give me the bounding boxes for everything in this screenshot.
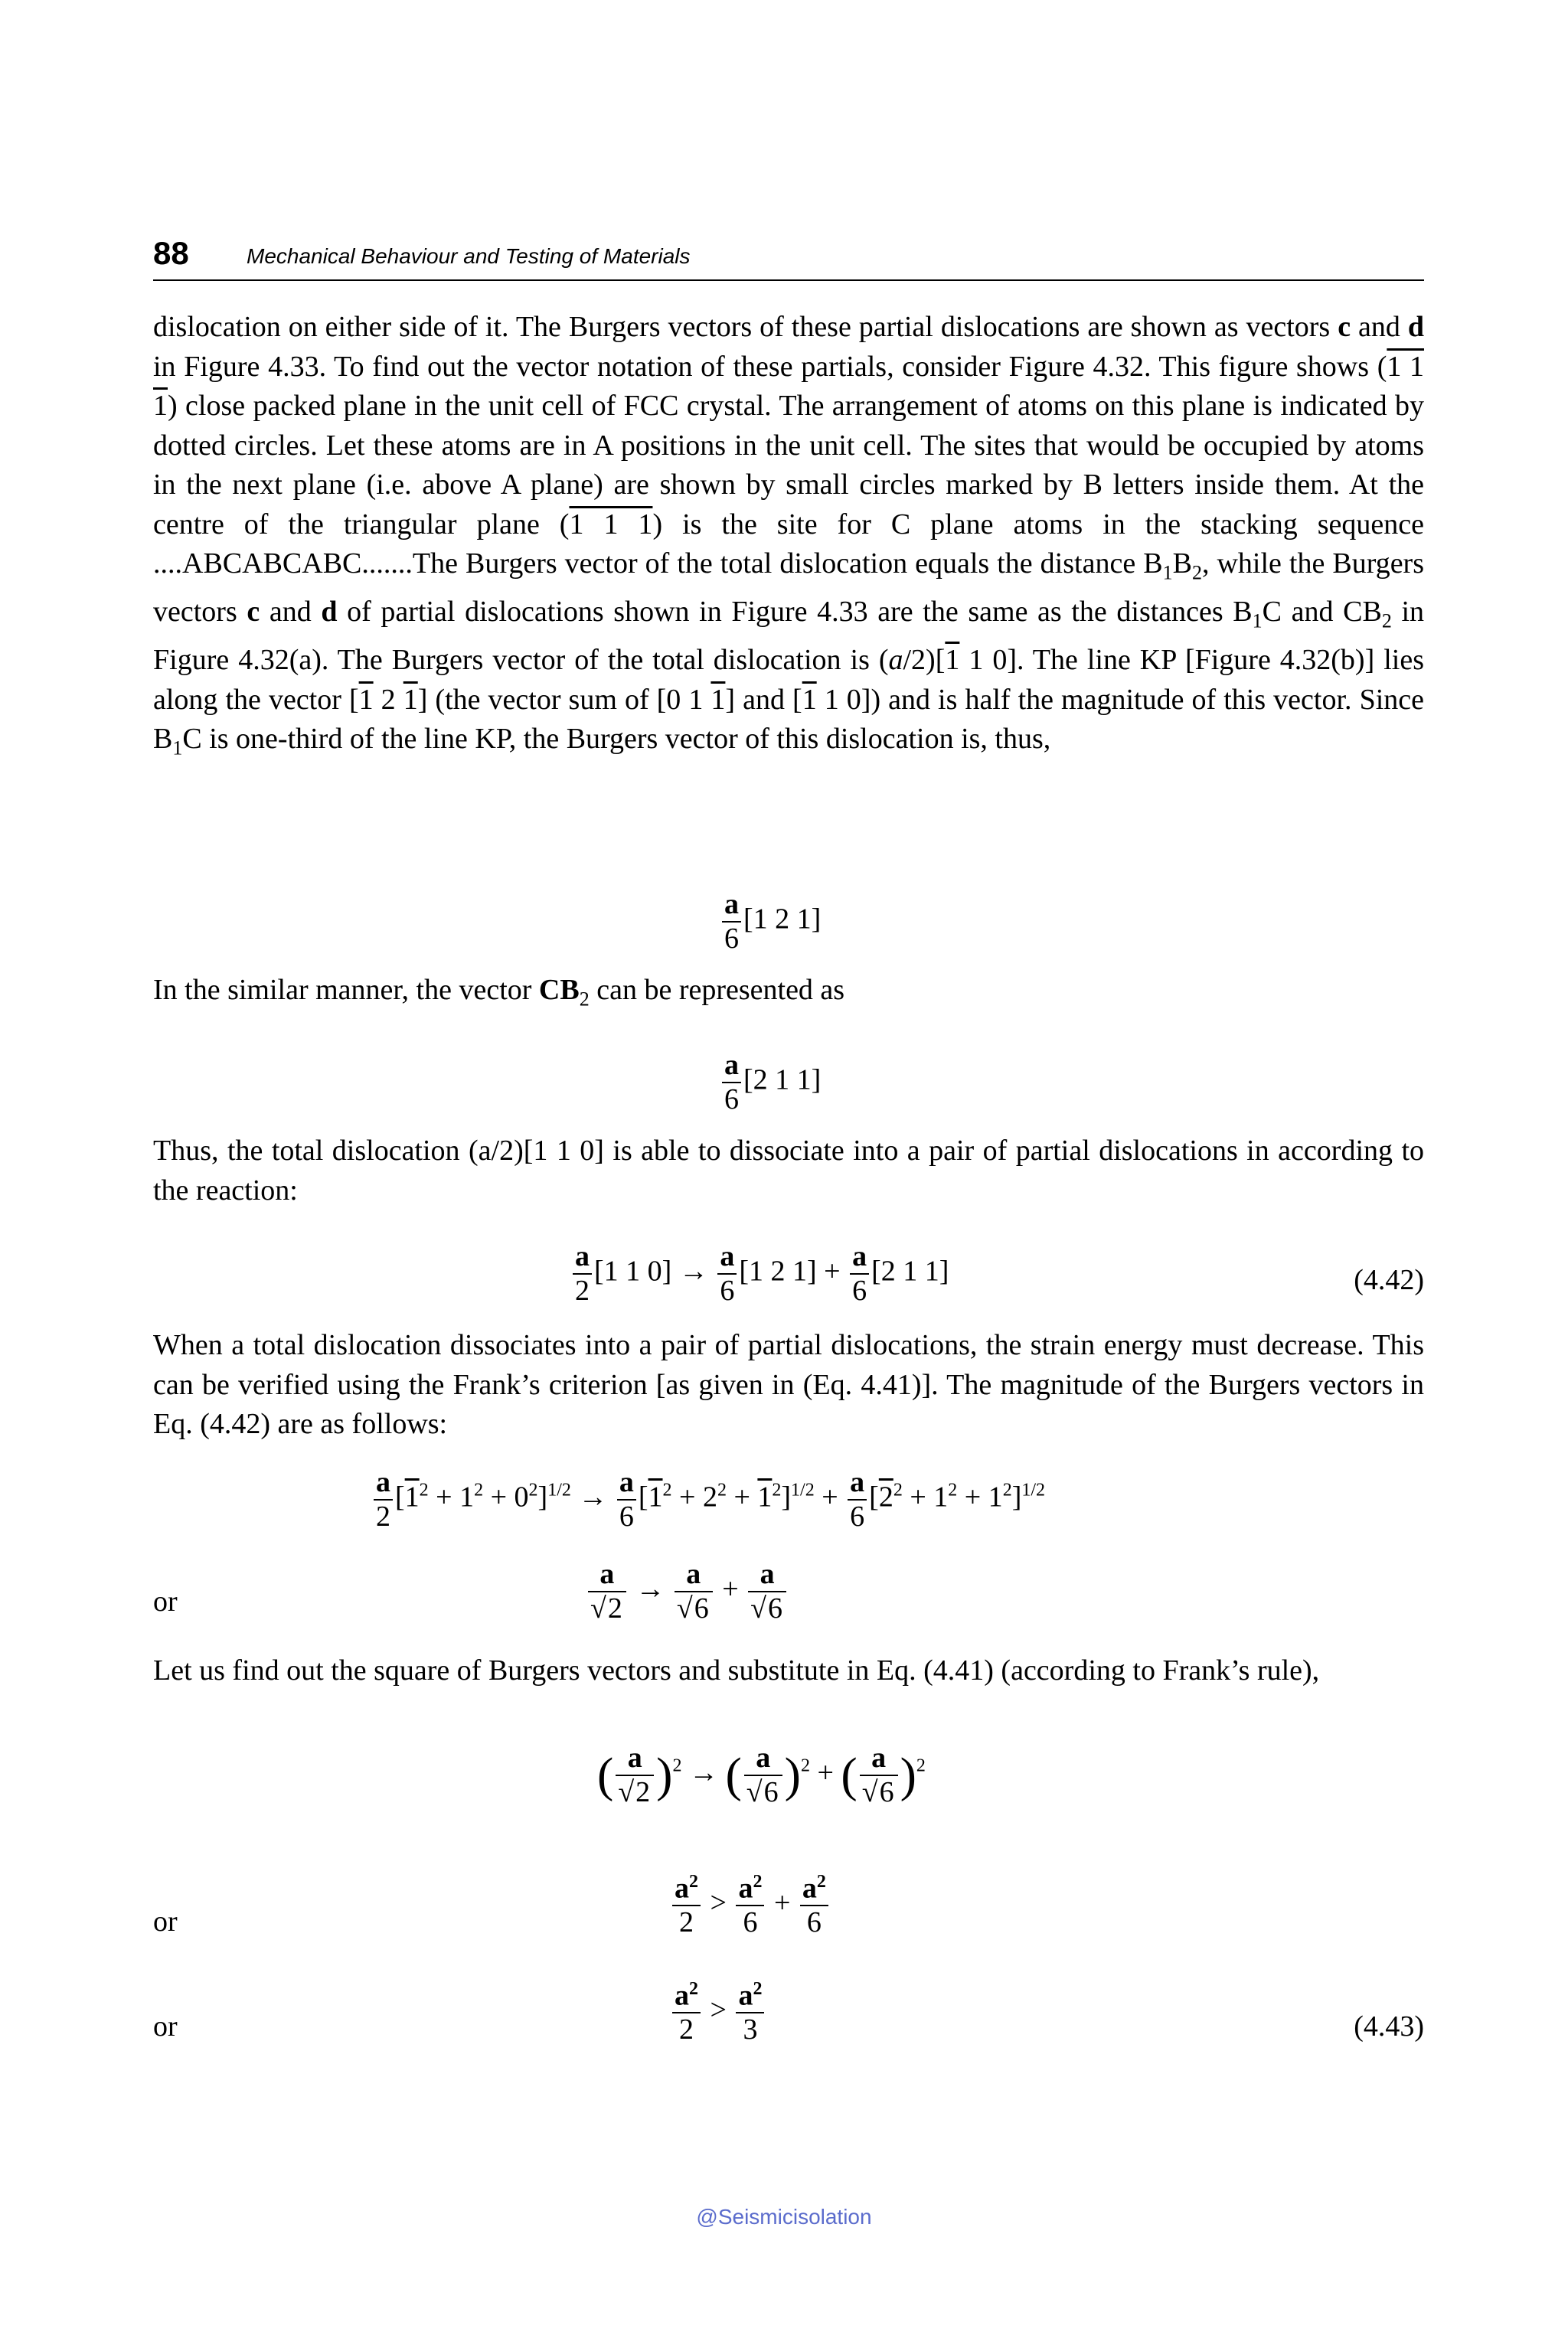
equation-number-4-42: (4.42) <box>1354 1264 1424 1296</box>
paragraph-3: Thus, the total dislocation (a/2)[1 1 0] is able to dissociate into a pair of partial dislocations in according to the reaction: <box>153 1135 1425 1207</box>
book-title: Mechanical Behaviour and Testing of Materials <box>247 244 691 268</box>
paragraph-1: dislocation on either side of it. The Burgers vectors of these partial dislocations are shown as vectors c and d in Figure 4.33. To find out the vector notation of these partials, consider Figure 4.32. This figure shows (1 1 1) close packed plane in the unit cell of FCC crystal. The arrangement of atoms on this plane is indicated by dotted circles. Let these atoms are in A positions in the unit cell. The sites that would be occupied by atoms in the next plane (i.e. above A plane) are shown by small circles marked by B letters inside them. At the centre of the triangular plane (1 1 1) is the site for C plane atoms in the stacking sequence ....ABCABCABC.......The Burgers vector of the total dislocation equals the distance $B_1B_2$, while the Burgers vectors c and d of partial dislocations shown in Figure 4.33 are the same as the distances $B_1C$ and $CB_2$ in Figure 4.32(a). The Burgers vector of the total dislocation is (a/2)[1 1 0]. The line KP [Figure 4.32(b)] lies along the vector [1 2 1] (the vector sum of [0 1 1] and [1 1 0]) and is half the magnitude of this vector. Since $B_1C$ is one-third of the line KP, the Burgers vector of this dislocation is, thus, <box>153 311 1425 759</box>
page-header <box>153 234 1424 281</box>
equation-sqrt: $\frac{a}{√2}$ → $\frac{a}{√6}$ + $\frac{a}{√6}$ <box>586 1558 789 1625</box>
paragraph-2: In the similar manner, the vector $CB_2$ can be represented as <box>153 974 845 1011</box>
equation-4-42: $\frac{a}{2}$ [1 1 0] → $\frac{a}{6}$ [1 2 1] + $\frac{a}{6}$ [2 1 1] <box>570 1240 949 1307</box>
equation-partial-2: $\frac{a}{6}$ [2 1 1] <box>720 1049 821 1115</box>
equation-partial-1: $\frac{a}{6}$ [1 2 1] <box>720 888 821 955</box>
paragraph-5: Let us find out the square of Burgers vectors and substitute in Eq. (4.41) (according to Frank’s rule), <box>153 1654 1320 1687</box>
book-page <box>153 0 1424 2335</box>
page-number: 88 <box>153 235 189 271</box>
paragraph-4: When a total dislocation dissociates into a pair of partial dislocations, the strain energy must decrease. This can be verified using the Frank’s criterion [as given in (Eq. 4.41)]. The magnitude of the Burgers vectors in Eq. (4.42) are as follows: <box>153 1329 1424 1440</box>
watermark: @Seismicisolation <box>696 2205 872 2229</box>
or-label-3: or <box>153 2010 178 2043</box>
equation-4-43: $\frac{a^2}{2}$ > $\frac{a^2}{3}$ <box>670 1979 766 2046</box>
equation-squares: ( $\frac{a}{√2}$ )$^2$ → ( $\frac{a}{√6}$ )$^2$ + ( $\frac{a}{√6}$ )$^2$ <box>597 1742 926 1808</box>
equation-magnitudes: $\frac{a}{2}$ $[1^2 + 1^2 + 0^2]^{1/2}$ → $\frac{a}{6}$ $[1^2 + 2^2 + 1^2]^{1/2}$ + $\frac{a}{6}$ $[2^2 + 1^2 + 1^2]^{1/2}$ <box>371 1466 1045 1533</box>
equation-number-4-43: (4.43) <box>1354 2010 1424 2043</box>
or-label-2: or <box>153 1906 178 1938</box>
or-label-1: or <box>153 1586 178 1618</box>
equation-a2-sum: $\frac{a^2}{2}$ > $\frac{a^2}{6}$ + $\frac{a^2}{6}$ <box>670 1872 831 1939</box>
